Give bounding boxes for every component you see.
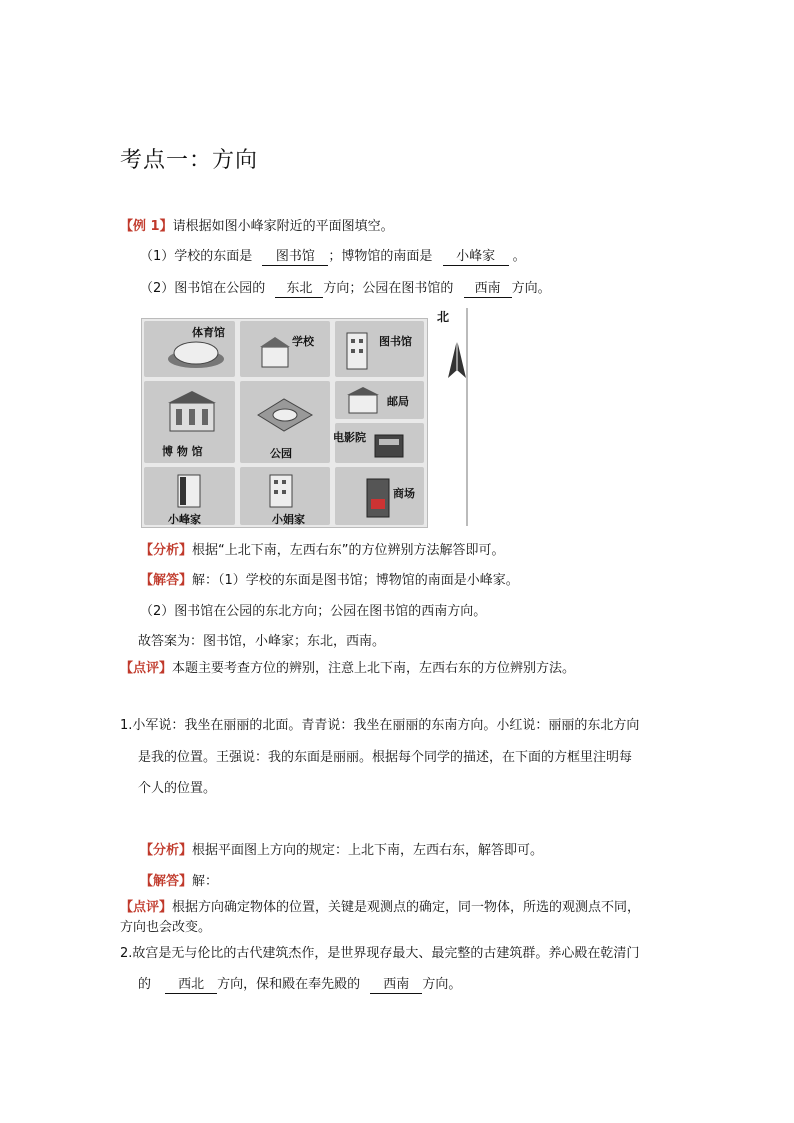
q1-solution-tag: 【解答】 xyxy=(140,874,193,889)
question1-comment-2: 方向也会改变。 xyxy=(120,920,212,935)
map-label-school: 学校 xyxy=(292,335,314,348)
map-cell-stadium xyxy=(144,321,235,377)
map-cell-school xyxy=(240,321,330,377)
question1-line-2: 是我的位置。王强说：我的东面是丽丽。根据每个同学的描述，在下面的方框里注明每 xyxy=(138,750,633,765)
map-cell-library xyxy=(335,321,424,377)
q2-answer-2: 西南 xyxy=(370,977,422,994)
q2-text-mid: 方向；公园在图书馆的 xyxy=(323,281,454,296)
example1-solution-2: （2）图书馆在公园的东北方向；公园在图书馆的西南方向。 xyxy=(140,604,487,619)
question2-line-2 xyxy=(138,977,461,994)
q2-text-pre: （2）图书馆在公园的 xyxy=(140,281,266,296)
q1-text-pre: （1）学校的东面是 xyxy=(140,249,253,264)
park-icon xyxy=(254,395,316,435)
map-label-mall: 商场 xyxy=(393,487,415,500)
analysis-tag: 【分析】 xyxy=(140,543,193,558)
example1-question-1 xyxy=(140,249,526,266)
map-cell-mall xyxy=(335,467,424,525)
question1-line-1: 1.小军说：我坐在丽丽的北面。青青说：我坐在丽丽的东南方向。小红说：丽丽的东北方向 xyxy=(120,718,640,733)
q1-comment-tag: 【点评】 xyxy=(120,900,173,915)
solution-text-1: 解：（1）学校的东面是图书馆；博物馆的南面是小峰家。 xyxy=(192,573,519,588)
mall-icon xyxy=(365,473,391,519)
q1-comment-text-1: 根据方向确定物体的位置，关键是观测点的确定，同一物体，所选的观测点不同， xyxy=(172,900,641,915)
example1-analysis xyxy=(140,543,505,559)
example-prompt: 请根据如图小峰家附近的平面图填空。 xyxy=(172,219,394,234)
q1-analysis-text: 根据平面图上方向的规定：上北下南，左西右东，解答即可。 xyxy=(192,843,544,858)
map-cell-park xyxy=(240,381,330,463)
q2-answer-2: 西南 xyxy=(464,281,512,298)
map-label-park: 公园 xyxy=(270,447,292,460)
map-cell-xiaofeng-home xyxy=(144,467,235,525)
solution-tag: 【解答】 xyxy=(140,573,193,588)
analysis-text: 根据“上北下南，左西右东”的方位辨别方法解答即可。 xyxy=(192,543,505,558)
example1-comment xyxy=(120,661,575,677)
xiaofeng-home-icon xyxy=(174,471,204,509)
q1-answer-1: 图书馆 xyxy=(262,249,328,266)
q2-answer-1: 西北 xyxy=(165,977,217,994)
question2-line-1: 2.故宫是无与伦比的古代建筑杰作，是世界现存最大、最完整的古建筑群。养心殿在乾清门 xyxy=(120,946,640,961)
question1-solution xyxy=(140,874,218,890)
page-title: 考点一：方向 xyxy=(120,148,259,173)
question1-line-3: 个人的位置。 xyxy=(138,781,217,796)
q2-text-end: 方向。 xyxy=(511,281,551,296)
map-label-stadium: 体育馆 xyxy=(192,326,225,339)
q2-text-pre: 的 xyxy=(138,977,152,992)
q1-analysis-tag: 【分析】 xyxy=(140,843,193,858)
q1-text-mid: ；博物馆的南面是 xyxy=(328,249,433,264)
xiaojuan-home-icon xyxy=(266,471,296,509)
map-label-museum: 博 物 馆 xyxy=(162,445,203,458)
map-label-xiaofeng-home: 小峰家 xyxy=(168,513,201,526)
stadium-icon xyxy=(166,335,226,369)
q1-text-end: 。 xyxy=(512,249,526,264)
cinema-icon xyxy=(371,427,407,459)
map-label-library: 图书馆 xyxy=(379,335,412,348)
map-label-post-office: 邮局 xyxy=(387,395,409,408)
q1-solution-text: 解： xyxy=(192,874,219,889)
map-cell-cinema xyxy=(335,423,424,463)
map-cell-xiaojuan-home xyxy=(240,467,330,525)
example1-question-2 xyxy=(140,281,551,298)
post-office-icon xyxy=(345,385,381,415)
example1-prompt-line xyxy=(120,219,394,235)
library-icon xyxy=(343,327,371,371)
map-label-cinema: 电影院 xyxy=(333,431,366,444)
question1-analysis xyxy=(140,843,543,859)
neighborhood-map xyxy=(141,318,428,528)
map-cell-post-office xyxy=(335,381,424,419)
example1-solution xyxy=(140,573,519,589)
north-label: 北 xyxy=(437,310,450,324)
figure-side-rule xyxy=(466,308,468,526)
museum-icon xyxy=(164,389,220,433)
school-icon xyxy=(258,333,292,371)
q2-text-mid: 方向，保和殿在奉先殿的 xyxy=(217,977,361,992)
q2-text-end: 方向。 xyxy=(422,977,462,992)
comment-text: 本题主要考查方位的辨别，注意上北下南，左西右东的方位辨别方法。 xyxy=(172,661,576,676)
comment-tag: 【点评】 xyxy=(120,661,173,676)
map-cell-museum xyxy=(144,381,235,463)
q1-answer-2: 小峰家 xyxy=(443,249,509,266)
map-label-xiaojuan-home: 小娟家 xyxy=(272,513,305,526)
example1-answer: 故答案为：图书馆，小峰家；东北，西南。 xyxy=(138,634,386,649)
example-tag: 【例 1】 xyxy=(120,219,173,234)
north-arrow-icon xyxy=(446,340,468,380)
q2-answer-1: 东北 xyxy=(275,281,323,298)
question1-comment xyxy=(120,900,640,916)
